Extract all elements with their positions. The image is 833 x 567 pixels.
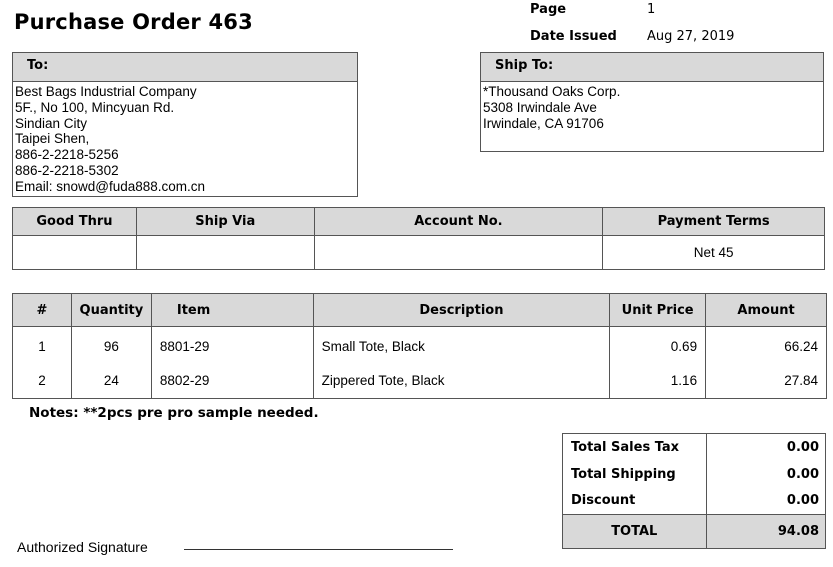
row-description: Zippered Tote, Black [313,363,610,399]
shipping-label: Total Shipping [563,461,707,488]
ship-via-header: Ship Via [136,208,314,236]
notes: Notes: **2pcs pre pro sample needed. [29,405,319,421]
row-unit-price: 0.69 [610,327,706,363]
date-issued-value: Aug 27, 2019 [647,29,735,44]
row-description: Small Tote, Black [313,327,610,363]
table-row [13,363,827,399]
terms-table [12,207,825,270]
good-thru-header: Good Thru [13,208,137,236]
signature-line [184,549,453,550]
page-value: 1 [647,2,656,17]
unit-price-header: Unit Price [610,294,706,327]
items-table [12,293,827,399]
description-header: Description [313,294,610,327]
num-header: # [13,294,72,327]
sales-tax-label: Total Sales Tax [563,434,707,461]
ship-to-line: 5308 Irwindale Ave [483,99,597,115]
ship-to-line: *Thousand Oaks Corp. [483,84,621,99]
row-num: 1 [13,327,72,363]
quantity-header: Quantity [71,294,151,327]
to-address [13,82,357,195]
ship-to-address [481,82,823,131]
item-header: Item [151,294,313,327]
ship-via-value [136,236,314,270]
table-row [13,327,827,363]
to-line: Taipei Shen, [15,131,90,147]
row-amount: 66.24 [706,327,827,363]
date-issued-label: Date Issued [530,29,617,44]
shipping-value: 0.00 [706,461,826,488]
good-thru-value [13,236,137,270]
po-title: Purchase Order 463 [14,10,253,34]
row-quantity: 24 [71,363,151,399]
page-label: Page [530,2,567,17]
total-value: 94.08 [706,515,826,549]
payment-terms-value: Net 45 [603,236,825,270]
ship-to-header: Ship To: [481,53,823,82]
to-address-box [12,52,358,197]
to-line: 886-2-2218-5256 [15,147,119,163]
authorized-signature-label: Authorized Signature [17,539,148,555]
to-header: To: [13,53,357,82]
to-line: 886-2-2218-5302 [15,162,119,178]
to-line: Sindian City [15,115,88,131]
amount-header: Amount [706,294,827,327]
total-label: TOTAL [563,515,707,549]
row-item: 8801-29 [151,327,313,363]
row-unit-price: 1.16 [610,363,706,399]
ship-to-line: Irwindale, CA 91706 [483,115,604,131]
row-item: 8802-29 [151,363,313,399]
to-line: Best Bags Industrial Company [15,84,197,99]
ship-to-address-box [480,52,824,152]
totals-table [562,433,826,549]
row-quantity: 96 [71,327,151,363]
to-line: Email: snowd@fuda888.com.cn [15,178,206,194]
account-no-header: Account No. [314,208,603,236]
row-num: 2 [13,363,72,399]
account-no-value [314,236,603,270]
to-line: 5F., No 100, Mincyuan Rd. [15,99,175,115]
row-amount: 27.84 [706,363,827,399]
sales-tax-value: 0.00 [706,434,826,461]
payment-terms-header: Payment Terms [603,208,825,236]
discount-value: 0.00 [706,488,826,515]
discount-label: Discount [563,488,707,515]
